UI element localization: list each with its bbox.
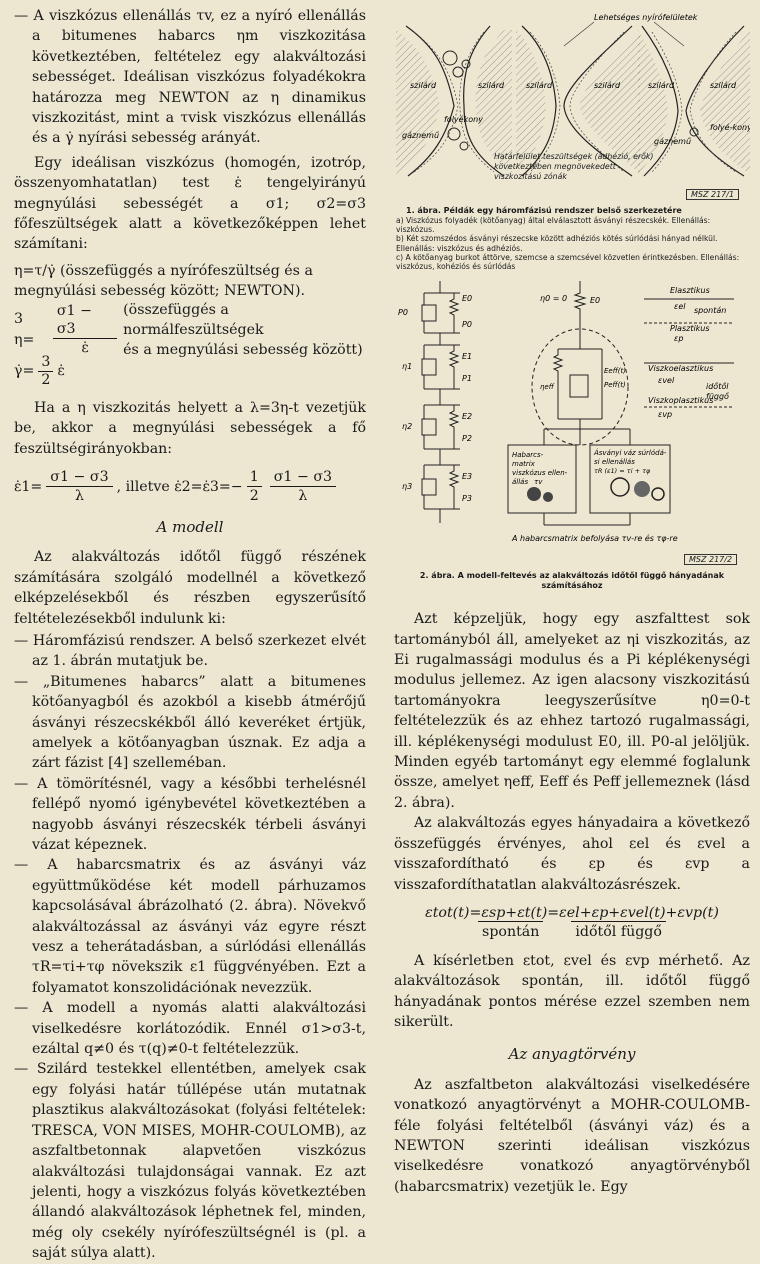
- fig1-msz: MSZ 217/1: [686, 189, 739, 200]
- fig2-label-elastic-sub: εel: [674, 302, 686, 312]
- fig1-label-solid: szilárd: [710, 81, 737, 90]
- fig2-label-p0b: P0: [462, 320, 472, 330]
- fig2-label-viscoplastic: Viszkoplasztikus: [648, 396, 714, 406]
- fig2-box2-line: si ellenállás: [594, 458, 635, 467]
- fig2-label-p0: P0: [398, 308, 408, 318]
- paragraph-domains: Azt képzeljük, hogy egy aszfalttest sok tartományból áll, amelyeket az ηi viszkozitás, az Ei rugalmassági modulus és a Pi képlékenységi modulus jellemez. Az igen alacsony viszkozitású tartományokra leegyszerűsítve η0=0-t feltételezzük és az ehhez tartozó rugalmassági, ill. képlékenységi modulust E0, ill. P0-al jelöljük. Minden egyéb tartományt egy elemmé foglalunk össze, amelyet ηeff, Eeff és Peff jellemeznek (lásd 2. ábra).: [394, 611, 750, 811]
- fig2-label-fuggo: függő: [706, 392, 729, 402]
- fig2-label-spontan: spontán: [694, 306, 727, 316]
- list-item: — „Bitumenes habarcs” alatt a bitumenes kötőanyagból és azokból a kisebb átmérőjű ásványi részecskékből álló keveréket értjük, amelyek a kötőanyagban úsznak. Ez adja a zárt fázist [4] szelleméban.: [14, 673, 366, 772]
- fig1-label-shear-surfaces: Lehetséges nyírófelületek: [594, 13, 698, 22]
- fig2-label-e3: E3: [462, 472, 473, 482]
- eq2-numerator: σ1 − σ3: [53, 302, 117, 339]
- fig2-label-p3: P3: [462, 494, 472, 504]
- paragraph-strain-parts: Az alakváltozás egyes hányadaira a következő összefüggés érvényes, ahol εel és εvel a visszafordítható és εp és εvp a visszafordíthatatlan alakváltozásrészek.: [394, 815, 750, 893]
- fig2-label-viscoelastic: Viszkoelasztikus: [648, 364, 714, 374]
- eq4-num3: σ1 − σ3: [270, 468, 336, 487]
- right-column: [394, 6, 750, 1197]
- fig1-label-gas: gáznemű: [402, 131, 440, 140]
- eq2-fraction: [53, 302, 117, 357]
- fig2-label-p2: P2: [462, 434, 472, 444]
- figure-2-drawing: [394, 279, 750, 565]
- equation-normal-stress: [14, 301, 366, 358]
- eq4-den3: λ: [298, 488, 308, 505]
- figure-1: [394, 6, 750, 202]
- eq2-text1: (összefüggés a normálfeszültségek: [123, 301, 264, 338]
- eq3-rhs: ε̇: [57, 363, 65, 380]
- eq-label-spontan: spontán: [478, 921, 543, 942]
- fig2-box1-line: Habarcs-: [512, 451, 544, 460]
- right-text: [394, 609, 750, 1197]
- list-item: — A habarcsmatrix és az ásványi váz együttműködése két modell párhuzamos kapcsolásával ábrázolható (2. ábra). Növekvő alakváltozással az ásványi váz egyre részt vesz a teherátadásban, a súrlódási ellenállás τR=τi+τφ növekszik ε1 függvényében. Ezt a folyamatot konszolidációnak nevezzük.: [14, 857, 366, 996]
- fig1-caption-b: b) Két szomszédos ásványi részecske között adhéziós kötés súrlódási hányad nélkül. Ellenállás: viszkózus és adhéziós.: [396, 234, 718, 253]
- equation-newton: η=τ/γ̇ (összefüggés a nyírófeszültség és a megnyúlási sebesség között; NEWTON).: [14, 262, 313, 300]
- fig1-label-solid: szilárd: [410, 81, 437, 90]
- fig2-label-viscoplastic-sub: εvp: [658, 410, 673, 420]
- eq4-den2: 2: [249, 488, 259, 505]
- eq2-denominator: ε̇: [81, 340, 89, 357]
- fig2-label-peff: Peff(t): [604, 381, 626, 390]
- fig2-msz-box: [684, 547, 737, 566]
- fig2-caption: 2. ábra. A modell-feltevés az alakváltozás időtől függő hányadának számításához: [419, 571, 725, 591]
- eq4-mid: , illetve ε̇2=ε̇3=−: [116, 478, 243, 495]
- fig2-label-plastic: Plasztikus: [670, 324, 710, 334]
- fig1-caption-a: a) Viszkózus folyadék (kötőanyag) által elválasztott ásványi részecskék. Ellenállás: viszkózus.: [396, 216, 711, 235]
- eq-total-strain: εtot(t)=εsp+εt(t)=εel+εp+εvel(t)+εvp(t): [425, 904, 719, 921]
- list-item: — Háromfázisú rendszer. A belső szerkezet elvét az 1. ábrán mutatjuk be.: [14, 632, 366, 670]
- figure-2: [394, 279, 750, 565]
- paragraph-ideal-viscous: Egy ideálisan viszkózus (homogén, izotróp, összenyomhatatlan) test ε̇ tengelyirányú megnyúlási sebességét a σ1; σ2=σ3 főfeszültségek alatt a következőképpen lehet számítani:: [14, 154, 366, 253]
- eq4-a: ε̇1=: [14, 478, 43, 495]
- eq4-den1: λ: [74, 488, 84, 505]
- eq2-lhs: 3 η=: [14, 311, 35, 348]
- equation-total-strain: [394, 903, 750, 943]
- eq4-num2: 1: [247, 468, 262, 487]
- eq2-text2: és a megnyúlási sebesség között): [123, 341, 363, 358]
- eq3-fraction: [38, 354, 53, 389]
- fig1-label-solid: szilárd: [648, 81, 675, 90]
- fig2-label-eeff: Eeff(t): [604, 367, 626, 376]
- fig2-label-eta3: η3: [402, 482, 413, 492]
- fig2-box2-formula: τR (ε1) = τi + τφ: [594, 467, 651, 476]
- list-item: — A tömörítésnél, vagy a későbbi terhelésnél fellépő nyomó igénybevétel következtében a nagyobb ásványi részecskék térbeli ásványi vázat képeznek.: [14, 775, 366, 853]
- paragraph-lambda: Ha a η viszkozitás helyett a λ=3η-t vezetjük be, akkor a megnyúlási sebességek a fő feszültségirányokban:: [14, 399, 366, 457]
- paragraph-viscous-resistance: — A viszkózus ellenállás τv, ez a nyíró ellenállás a bitumenes habarcs ηm viszkozitása következtében, feltételez egy alakváltozási sebességet. Ideálisan viszkózus folyadékokra határozza meg NEWTON az η dinamikus viszkozitást, mint a τvisk viszkózus ellenállás és a γ̇ nyírási sebesség arányát.: [14, 8, 366, 147]
- paragraph-model: Az alakváltozás időtől függő részének számítására szolgáló modellnél a következő elképzelésekből és részben egyszerűsítő feltételezésekből indulunk ki:: [14, 549, 366, 627]
- fig1-label-liquid: folyé-kony: [710, 123, 750, 132]
- fig1-bottom-label: Határfelület teszültségek (adhézió, erők) következtében megnövekedett viszkozitású zónák: [494, 152, 654, 181]
- fig2-label-e1: E1: [462, 352, 473, 362]
- fig2-label-elastic: Elasztikus: [670, 286, 710, 296]
- fig1-label-solid: szilárd: [478, 81, 505, 90]
- eq-under-labels: [394, 921, 750, 942]
- eq4-frac3: [270, 468, 336, 505]
- fig2-label-eta2: η2: [402, 422, 413, 432]
- left-column: [14, 6, 366, 1264]
- eq4-frac1: [46, 468, 112, 505]
- list-item: — A modell a nyomás alatti alakváltozási viselkedésre korlátozódik. Ennél σ1>σ3-t, ezáltal q≠0 és τ(q)≠0-t feltételezzük.: [14, 1000, 366, 1058]
- fig2-box1-line: matrix: [512, 460, 535, 469]
- eq4-frac2: [247, 468, 262, 505]
- eq3-numerator: 3: [38, 354, 53, 372]
- eq3-lhs: γ̇=: [14, 363, 35, 380]
- fig2-msz: MSZ 217/2: [684, 554, 737, 565]
- fig2-label-viscoelastic-sub: εvel: [658, 376, 675, 386]
- fig2-bottom-label: A habarcsmatrix befolyása τv-re és τφ-re: [512, 534, 678, 544]
- fig2-box1-line: állás: [512, 478, 529, 487]
- fig2-label-etaeff: ηeff: [540, 383, 554, 392]
- fig1-label-liquid: folyékony: [444, 115, 483, 124]
- equation-strain-rates: [14, 465, 366, 509]
- paragraph-material-law: Az aszfaltbeton alakváltozási viselkedésére vonatkozó anyagtörvényt a MOHR-COULOMB-féle folyási feltételből (ásványi váz) és a NEWTON szerinti ideálisan viszkózus viselkedésre vonatkozó anyagtörvényből (habarcsmatrix) vezetjük le. Egy: [394, 1076, 750, 1195]
- fig2-label-idotol: időtől: [706, 382, 729, 392]
- fig1-msz-box: [686, 182, 739, 201]
- fig2-label-plastic-sub: εp: [674, 334, 684, 344]
- fig2-box1-tau: τv: [534, 478, 543, 487]
- figure-1-caption: [394, 206, 750, 271]
- fig1-label-gas: gáznemű: [654, 137, 692, 146]
- fig2-label-eta1: η1: [402, 362, 413, 372]
- fig2-box1-line: viszkózus ellen-: [512, 469, 568, 478]
- eq-label-idotol: időtől függő: [571, 921, 666, 942]
- paragraph-experiment: A kísérletben εtot, εvel és εvp mérhető. Az alakváltozások spontán, ill. időtől függő hányadának pontos mérése ezzel szemben nem sikerült.: [394, 952, 750, 1030]
- fig1-label-solid: szilárd: [526, 81, 553, 90]
- eq3-denominator: 2: [41, 372, 51, 389]
- fig1-caption-c: c) A kötőanyag burkot áttörve, szemcse a szemcsével közvetlen érintkezésben. Ellenállás: viszkózus, kohéziós és súrlódás: [396, 252, 740, 272]
- fig1-caption-title: 1. ábra. Példák egy háromfázisú rendszer belső szerkezetére: [406, 206, 682, 215]
- fig2-label-p1: P1: [462, 374, 472, 384]
- section-heading-material-law: Az anyagtörvény: [508, 1045, 636, 1064]
- section-heading-model: A modell: [156, 517, 224, 536]
- eq2-comment: [123, 300, 366, 360]
- fig1-label-solid: szilárd: [594, 81, 621, 90]
- eq4-num1: σ1 − σ3: [46, 468, 112, 487]
- fig2-label-eta0eq: η0 = 0: [540, 294, 568, 304]
- fig2-box2-line: Ásványi váz súrlódá-: [594, 449, 667, 458]
- fig2-label-e0b: E0: [590, 296, 601, 306]
- fig2-label-e0: E0: [462, 294, 473, 304]
- fig2-label-e2: E2: [462, 412, 473, 422]
- list-item: — Szilárd testekkel ellentétben, amelyek csak egy folyási határ túllépése után mutatnak plasztikus alakváltozásokat (folyási feltételek: TRESCA, VON MISES, MOHR-COULOMB), az aszfaltbetonnak alapvetően viszkózus alakváltozási tulajdonságai vannak. Ez azt jelenti, hogy a viszkózus folyás következtében állandó alakváltozások léphetnek fel, minden, még oly csekély nyírófeszültségnél is (pl. a saját súlya alatt).: [14, 1061, 366, 1262]
